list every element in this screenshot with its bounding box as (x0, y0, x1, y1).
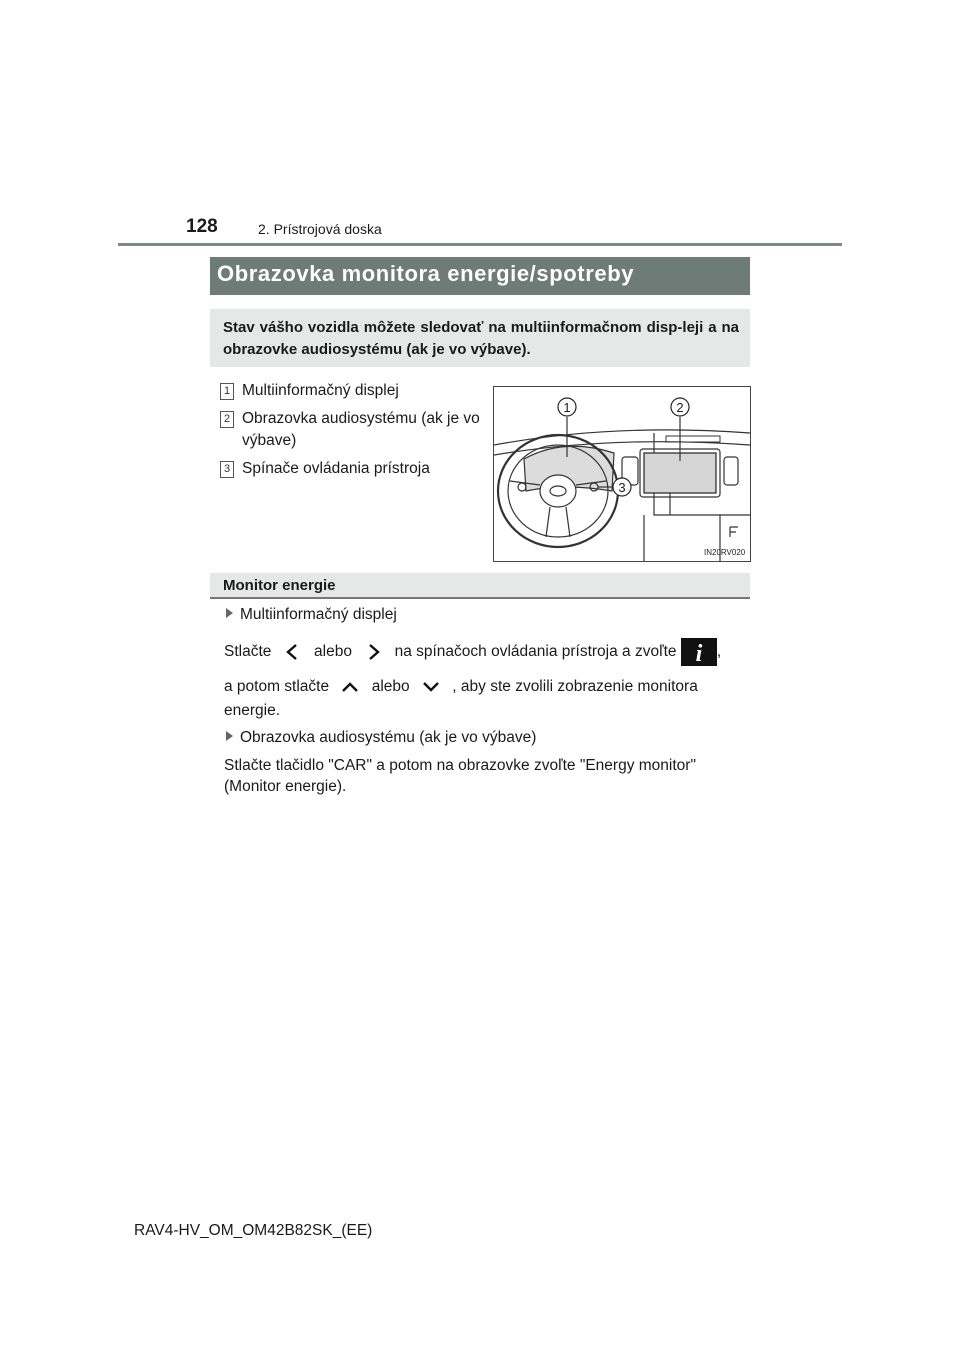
text-span: a potom stlačte (224, 678, 330, 695)
page-number: 128 (186, 216, 218, 237)
paragraph-line: (Monitor energie). (224, 778, 347, 795)
info-icon (681, 638, 717, 666)
paragraph-line (224, 638, 750, 666)
figure-legend (220, 380, 482, 486)
figure-callout: 3 (618, 480, 626, 495)
header-rule (118, 243, 842, 246)
figure-code: IN20RV020 (704, 548, 746, 557)
paragraph-line (224, 673, 750, 701)
legend-number: 2 (220, 411, 234, 428)
chevron-right-icon (356, 641, 390, 663)
section-title-bar (210, 257, 750, 295)
intro-text: Stav vášho vozidla môžete sledovať na multiinformačnom disp-leji a na obrazovke audiosystému (ak je vo výbave). (223, 319, 739, 358)
dashboard-drawing (494, 387, 750, 561)
chevron-up-icon (333, 676, 367, 698)
text-span: alebo (371, 678, 410, 695)
bullet-heading (226, 606, 397, 624)
bullet-arrow-icon (226, 608, 233, 618)
legend-number: 3 (220, 461, 234, 478)
document-code: RAV4-HV_OM_OM42B82SK_(EE) (134, 1222, 373, 1239)
text-span: alebo (314, 643, 352, 661)
section-title: Obrazovka monitora energie/spotreby (217, 261, 635, 286)
paragraph-line: energie. (224, 702, 281, 719)
chevron-left-icon (276, 641, 310, 663)
bullet-heading (226, 729, 536, 747)
bullet-title: Multiinformačný displej (240, 606, 397, 623)
subsection-title: Monitor energie (223, 577, 336, 594)
legend-item (220, 408, 482, 452)
legend-text: Multiinformačný displej (242, 382, 399, 399)
legend-text: Obrazovka audiosystému (ak je vo výbave) (242, 410, 480, 449)
legend-item (220, 458, 482, 480)
dashboard-illustration (493, 386, 751, 562)
paragraph-line: Stlačte tlačidlo "CAR" a potom na obrazovke zvoľte "Energy monitor" (224, 757, 696, 774)
legend-text: Spínače ovládania prístroja (242, 460, 430, 477)
svg-text:i: i (695, 641, 703, 666)
figure-callout: 1 (563, 400, 571, 415)
text-span: Stlačte (224, 643, 272, 661)
text-span: na spínačoch ovládania prístroja a zvoľte (394, 643, 677, 661)
figure-callout: 2 (676, 400, 684, 415)
subsection-bar (210, 573, 750, 599)
legend-item (220, 380, 482, 402)
text-span: , aby ste zvolili zobrazenie monitora (452, 678, 698, 695)
bullet-arrow-icon (226, 731, 233, 741)
intro-box (210, 309, 750, 367)
legend-number: 1 (220, 383, 234, 400)
chapter-title: 2. Prístrojová doska (258, 221, 382, 237)
text-span: , (716, 643, 722, 661)
bullet-title: Obrazovka audiosystému (ak je vo výbave) (240, 729, 537, 746)
chevron-down-icon (414, 676, 448, 698)
